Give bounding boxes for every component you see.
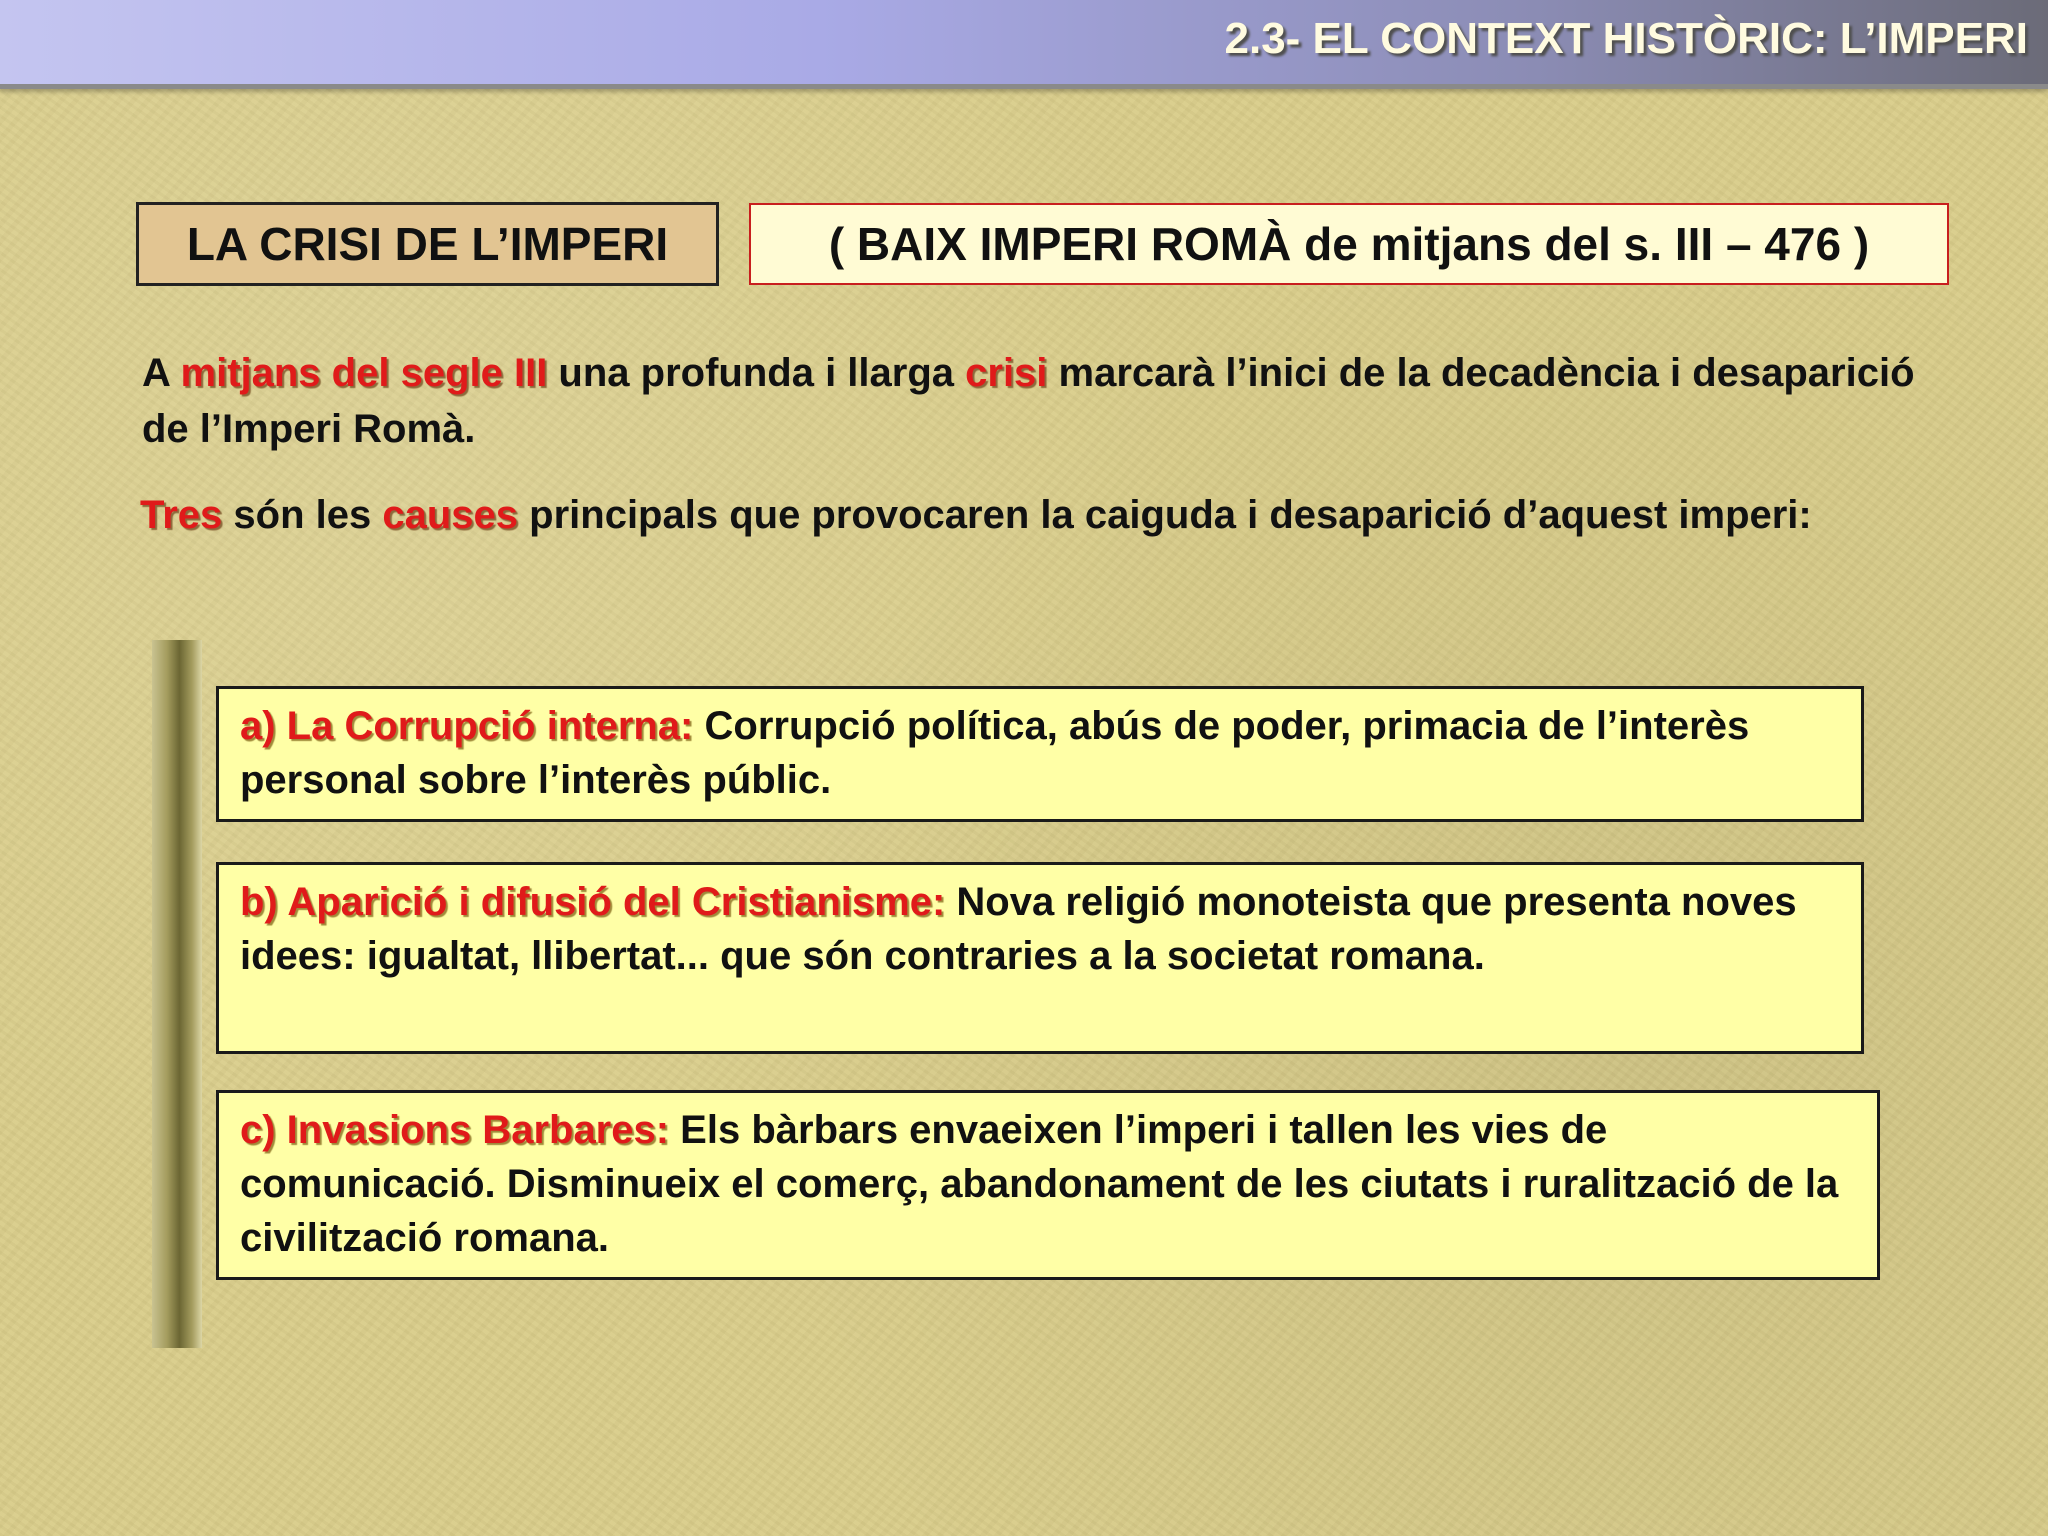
cause-text: Els bàrbars envaeixen l’imperi i tallen les vies de comunicació. Disminueix el comerç, abandonament de les ciutats i ruralització de la civilització romana.	[240, 1108, 1839, 1260]
cause-label: c) Invasions Barbares:	[240, 1108, 670, 1152]
intro-text: marcarà l’inici de la decadència i desaparició de l’Imperi Romà.	[142, 351, 1915, 451]
cause-label: b) Aparició i difusió del Cristianisme:	[240, 880, 946, 924]
highlight-mid-century: mitjans del segle III	[180, 351, 548, 395]
intro-text: són les	[222, 493, 383, 537]
cause-box-corruption	[216, 686, 1864, 822]
intro-paragraph-1	[142, 345, 1962, 457]
cause-text: Corrupció política, abús de poder, primacia de l’interès personal sobre l’interès públic.	[240, 704, 1750, 802]
section-title-box	[136, 202, 719, 286]
cause-box-christianity	[216, 862, 1864, 1054]
period-label-box	[749, 203, 1949, 285]
cause-text: Nova religió monoteista que presenta noves idees: igualtat, llibertat... que són contraries a la societat romana.	[240, 880, 1797, 978]
intro-text: A	[142, 351, 181, 395]
highlight-crisis: crisi	[965, 351, 1048, 395]
intro-paragraph-2	[140, 487, 1960, 543]
intro-text: principals que provocaren la caiguda i desaparició d’aquest imperi:	[518, 493, 1812, 537]
header-bar	[0, 0, 2048, 89]
intro-text: una profunda i llarga	[547, 351, 966, 395]
cause-label: a) La Corrupció interna:	[240, 704, 694, 748]
highlight-three: Tres	[140, 493, 223, 537]
decorative-side-bar	[152, 640, 202, 1348]
slide-title: 2.3- EL CONTEXT HISTÒRIC: L’IMPERI	[1224, 14, 2028, 63]
period-label: ( BAIX IMPERI ROMÀ de mitjans del s. III – 476 )	[828, 218, 1870, 270]
section-title: LA CRISI DE L’IMPERI	[186, 218, 669, 270]
highlight-causes: causes	[382, 493, 519, 537]
cause-box-invasions	[216, 1090, 1880, 1280]
